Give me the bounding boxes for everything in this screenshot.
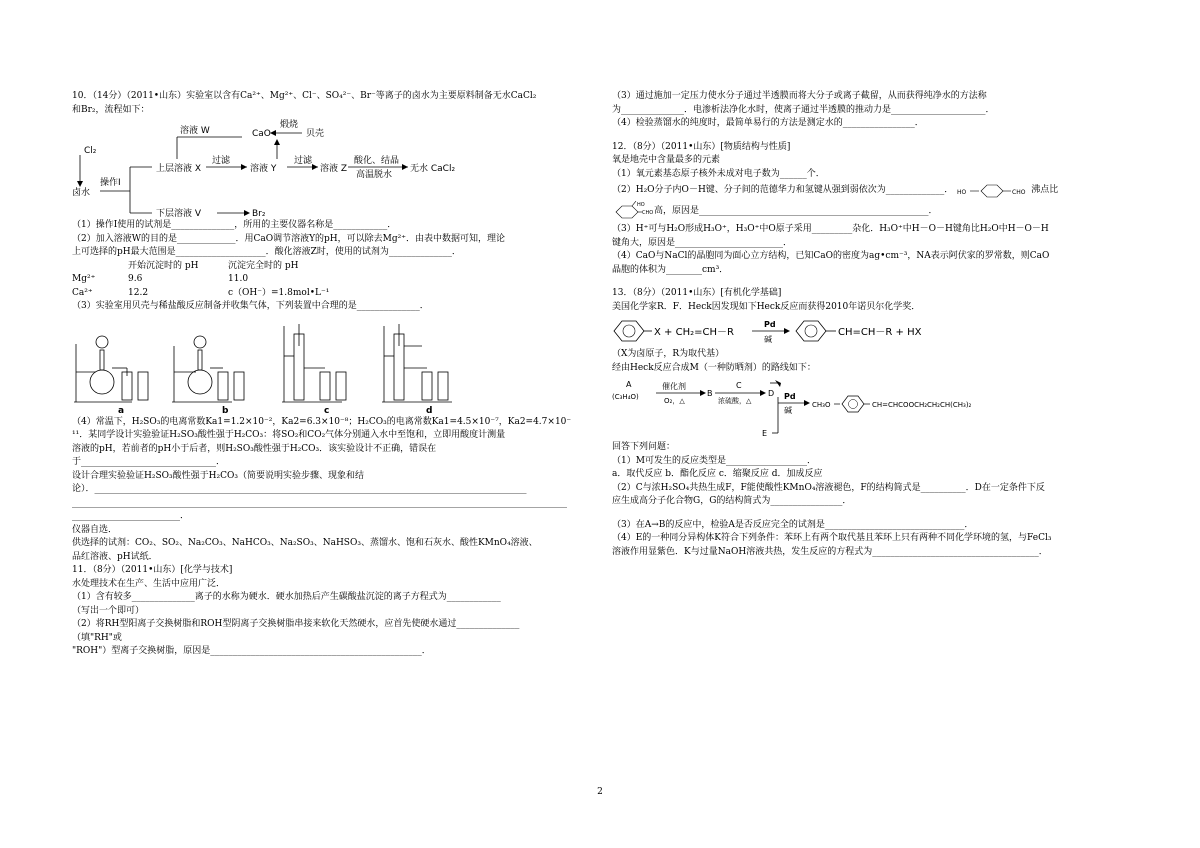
q11-part2-b: （填"RH"或 <box>72 632 122 643</box>
q10-part4-b: ¹¹．某同学设计实验验证H₂SO₃酸性强于H₂CO₃：将SO₂和CO₂气体分别通入水中至饱和，立即用酸度计测量 <box>72 430 506 440</box>
q12-part1: （1）氧元素基态原子核外未成对电子数为______个． <box>612 168 825 179</box>
route-b: B <box>707 389 713 398</box>
q11-part3: （3）通过施加一定压力使水分子通过半透膜而将大分子或离子截留，从而获得纯净水的方法称 <box>612 91 987 101</box>
q11-title: 11．（8分）（2011•山东）[化学与技术] <box>72 565 233 575</box>
route-d: D <box>768 389 775 398</box>
route-pd: Pd <box>784 392 796 401</box>
q10-title: 10．（14分）（2011•山东）实验室以含有Ca²⁺、Mg²⁺、Cl⁻、SO₄²⁻、Br⁻等离子的卤水为主要原料制备无水CaCl₂ <box>72 91 537 101</box>
q12-part2: （2）H₂O分子内O－H键、分子间的范德华力和氢键从强到弱依次为_____________． HO CHO 沸点比 <box>612 181 1128 201</box>
q10-title-2: 和Br₂，流程如下： <box>72 104 150 115</box>
table-header: 开始沉淀时的 pH 沉淀完全时的 pH <box>128 260 299 271</box>
apparatus-label-d: d <box>426 405 433 414</box>
q11-part3-b: 为______________．电渗析法净化水时，使离子通过半透膜的推动力是_____________________． <box>612 104 995 115</box>
svg-text:HO: HO <box>957 189 967 196</box>
q11-part2: （2）将RH型阳离子交换树脂和ROH型阴离子交换树脂串接来软化天然硬水，应首先使硬水通过______________ <box>72 619 520 629</box>
svg-text:CHO: CHO <box>1012 189 1026 196</box>
svg-text:HO: HO <box>637 202 645 208</box>
q10-part2b: 上可选择的pH最大范围是____________________．酸化溶液Z时，使用的试剂为______________． <box>72 247 461 257</box>
q13-part1-options: a．取代反应 b．酯化反应 c．缩聚反应 d．加成反应 <box>612 469 823 479</box>
q10-part4-c: 溶液的pH，若前者的pH小于后者，则H₂SO₃酸性强于H₂CO₃．该实验设计不正确，错误在 <box>72 443 437 454</box>
q10-part4-k: 品红溶液、pH试纸． <box>72 551 158 562</box>
flow-br2: Br₂ <box>252 209 266 217</box>
apparatus-label-b: b <box>222 405 229 414</box>
q10-part4-f: 论）．________________________________________________________________________________________________ <box>72 484 527 494</box>
q13-part4: （4）E的一种同分异构体K符合下列条件：苯环上有两个取代基且苯环上只有两种不同化学环境的氢，与FeCl₃ <box>612 533 1052 543</box>
q10-part1: （1）操作Ⅰ使用的试剂是______________，所用的主要仪器名称是____________． <box>72 220 397 230</box>
q11-part4: （4）检验蒸馏水的纯度时，最简单易行的方法是测定水的________________． <box>612 118 924 128</box>
flow-product: 无水 CaCl₂ <box>410 164 456 174</box>
q13-part1: （1）M可发生的反应类型是__________________． <box>612 455 816 466</box>
route-a-formula: (C₃H₄O) <box>612 393 639 401</box>
q10-part4-g: ______________________________________________________________________________________________________________ <box>72 497 567 508</box>
table-row: Mg²⁺ 9.6 11.0 <box>72 274 249 284</box>
page-number: 2 <box>597 787 603 797</box>
heck-reaction <box>612 316 972 346</box>
flow-dehydrate: 高温脱水 <box>356 170 393 180</box>
flow-solz: 溶液 Z <box>320 164 348 174</box>
route-h2so4: 浓硫酸，△ <box>718 397 752 405</box>
flowchart <box>72 119 492 217</box>
flow-filter1: 过滤 <box>212 156 231 166</box>
q10-part4-j: 供选择的试剂：CO₂、SO₂、Na₂CO₃、NaHCO₃、Na₂SO₃、NaHSO₃、蒸馏水、饱和石灰水、酸性KMnO₄溶液、 <box>72 538 538 548</box>
flow-upper: 上层溶液 X <box>156 164 202 174</box>
q12-part2-b: HO CHO 高，原因是___________________________________________________． <box>612 201 1128 223</box>
q13-title: 13．（8分）（2011•山东）[有机化学基础] <box>612 288 782 298</box>
q13-part3: （3）在A→B的反应中，检验A是否反应完全的试剂是_______________________________． <box>612 519 974 530</box>
q10-part4-i: 仪器自选． <box>72 524 118 535</box>
route-product: CH=CHCOOCH₂CH₂CH(CH₃)₂ <box>872 401 972 409</box>
q10-part4-h: ________________________． <box>72 511 190 521</box>
q12-intro: 氧是地壳中含量最多的元素 <box>612 155 721 165</box>
q10-part4-d: 于______________________________． <box>72 457 226 467</box>
left-column <box>72 90 588 659</box>
flow-acid: 酸化、结晶 <box>354 156 400 166</box>
flow-solw: 溶液 W <box>180 126 210 136</box>
route-cond: O₂，△ <box>664 397 685 405</box>
q11-part2-c: "ROH"）型离子交换树脂，原因是_______________________________________________． <box>72 646 431 656</box>
q10-part4: （4）常温下，H₂SO₃的电离常数Ka1=1.2×10⁻²，Ka2=6.3×10⁻⁸；H₂CO₃的电离常数Ka1=4.5×10⁻⁷，Ka2=4.7×10⁻ <box>72 416 572 427</box>
q12-part4: （4）CaO与NaCl的晶胞同为面心立方结构，已知CaO的密度为ag•cm⁻³，NA表示阿伏家的罗常数，则CaO <box>612 251 1050 261</box>
flow-filter2: 过滤 <box>294 156 313 166</box>
route-ch3o: CH₃O <box>812 401 831 409</box>
heck-pd: Pd <box>764 320 776 329</box>
flow-calcine: 煅烧 <box>280 120 299 130</box>
q13-body-intro: 回答下列问题： <box>612 442 676 452</box>
route-base: 碱 <box>784 406 792 415</box>
q12-part3: （3）H⁺可与H₂O形成H₃O⁺，H₃O⁺中O原子采用_________杂化．H₃O⁺中H－O－H键角比H₂O中H－O－H <box>612 224 1049 234</box>
heck-right: CH=CH－R + HX <box>838 327 922 338</box>
q10-part2: （2）加入溶液W的目的是_____________．用CaO调节溶液Y的pH，可以除去Mg²⁺．由表中数据可知，理论 <box>72 233 505 244</box>
q13-intro: 美国化学家R．F．Heck因发现如下Heck反应而获得2010年诺贝尔化学奖． <box>612 301 921 312</box>
ph-table <box>72 260 588 301</box>
route-c: C <box>736 381 742 390</box>
right-column <box>612 90 1128 559</box>
q12-part3-b: 键角大，原因是________________________． <box>612 237 793 248</box>
flow-cao: CaO <box>252 129 271 139</box>
route-intro: 经由Heck反应合成M（一种防晒剂）的路线如下： <box>612 362 816 373</box>
q10-part3: （3）实验室用贝壳与稀盐酸反应制备并收集气体，下列装置中合理的是______________． <box>72 301 429 311</box>
table-row: Ca²⁺ 12.2 c（OH⁻）=1.8mol•L⁻¹ <box>72 287 330 298</box>
p-hydroxybenzaldehyde-structure <box>957 183 1031 199</box>
apparatus-figure <box>72 316 472 414</box>
q11-part1-b: （写出一个即可） <box>72 605 145 616</box>
route-cat: 催化剂 <box>662 382 686 391</box>
apparatus-label-a: a <box>118 405 125 414</box>
synthesis-route <box>612 377 1012 439</box>
q12-part4-b: 晶胞的体积为________cm³． <box>612 264 729 275</box>
flow-soly: 溶液 Y <box>250 164 277 174</box>
q12-title: 12．（8分）（2011•山东）[物质结构与性质] <box>612 141 791 152</box>
o-hydroxybenzaldehyde-structure <box>612 201 654 223</box>
q11-intro: 水处理技术在生产、生活中应用广泛． <box>72 578 226 589</box>
heck-note: （X为卤原子，R为取代基） <box>612 349 725 359</box>
flow-op1: 操作Ⅰ <box>100 178 121 188</box>
flow-luoshui: 卤水 <box>72 188 91 198</box>
heck-base: 碱 <box>764 335 772 344</box>
q13-part4-b: 溶液作用显紫色．K与过量NaOH溶液共热，发生反应的方程式为_____________________________________． <box>612 546 1048 557</box>
q13-part2: （2）C与浓H₂SO₄共热生成F，F能使酸性KMnO₄溶液褪色，F的结构简式是__________．D在一定条件下反 <box>612 482 1045 493</box>
apparatus-label-c: c <box>324 405 330 414</box>
svg-text:CHO: CHO <box>642 210 654 216</box>
flow-shell: 贝壳 <box>306 129 325 139</box>
route-e: E <box>762 429 768 438</box>
q13-part2-b: 应生成高分子化合物G，G的结构简式为________________． <box>612 496 852 506</box>
q11-part1: （1）含有较多______________离子的水称为硬水．硬水加热后产生碳酸盐沉淀的离子方程式为____________ <box>72 592 501 602</box>
q10-part4-e: 设计合理实验验证H₂SO₃酸性强于H₂CO₃（简要说明实验步骤、现象和结 <box>72 470 364 481</box>
route-a: A <box>626 380 632 389</box>
flow-lower: 下层溶液 V <box>156 209 202 217</box>
heck-left: X + CH₂=CH－R <box>654 327 734 338</box>
flow-cl2: Cl₂ <box>84 146 97 156</box>
